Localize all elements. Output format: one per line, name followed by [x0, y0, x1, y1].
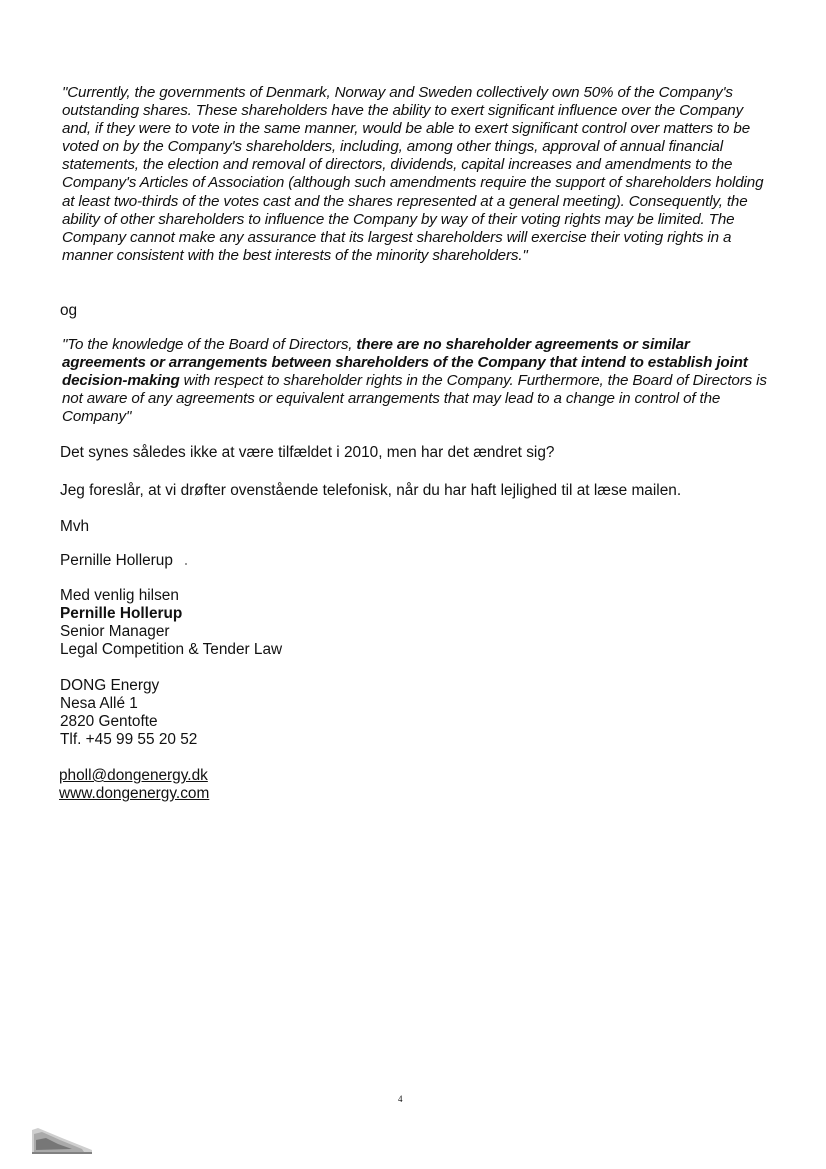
- address-block: [60, 677, 197, 749]
- signature-block: [60, 587, 282, 659]
- signature-greeting: Med venlig hilsen: [60, 587, 179, 604]
- scan-artifact-icon: [32, 1128, 94, 1154]
- paragraph-proposal: Jeg foreslår, at vi drøfter ovenstående telefonisk, når du har haft lejlighed til at læse mailen.: [60, 482, 682, 499]
- address-phone: Tlf. +45 99 55 20 52: [60, 731, 198, 748]
- sender-name: Pernille Hollerup: [60, 552, 173, 569]
- connector-og: og: [60, 302, 78, 319]
- address-city: 2820 Gentofte: [60, 713, 158, 730]
- quote-governments-ownership: "Currently, the governments of Denmark, Norway and Sweden collectively own 50% of the Company's outstanding shares. These shareholders have the ability to exert significant influence over the Company and, if they were to vote in the same manner, would be able to exert significant control over matters to be voted on by the Company's shareholders, including, among other things, approval of annual financial statements, the election and removal of directors, dividends, capital increases and amendments to the Company's Articles of Association (although such amendments require the support of shareholders holding at least two-thirds of the votes cast and the shares represented at a general meeting). Consequently, the ability of other shareholders to influence the Company by way of their voting rights may be limited. The Company cannot make any assurance that its largest shareholders will exercise their voting rights in a manner consistent with the best interests of the minority shareholders.": [62, 84, 764, 264]
- signature-name: Pernille Hollerup: [60, 605, 183, 622]
- page-number: 4: [398, 1094, 403, 1104]
- paragraph-question: Det synes således ikke at være tilfældet i 2010, men har det ændret sig?: [60, 444, 555, 461]
- address-street: Nesa Allé 1: [60, 695, 138, 712]
- website-link[interactable]: www.dongenergy.com: [59, 785, 210, 802]
- quote2-intro: "To the knowledge of the Board of Directors,: [62, 336, 357, 353]
- quote2-rest: with respect to shareholder rights in the Company. Furthermore, the Board of Directors is not aware of any agreements or equivalent arrangements that may lead to a change in control of the Company": [62, 372, 767, 426]
- closing-mvh: Mvh: [60, 518, 90, 535]
- quote2-bold-statement: there are no shareholder agreements or similar agreements or arrangements between shareholders of the Company that intend to establish joint decision-making: [62, 336, 748, 390]
- address-company: DONG Energy: [60, 677, 160, 694]
- scan-speck: [185, 563, 187, 565]
- quote-board-of-directors: [62, 336, 774, 426]
- email-link[interactable]: pholl@dongenergy.dk: [59, 767, 208, 784]
- contact-links: [59, 767, 209, 803]
- signature-department: Legal Competition & Tender Law: [60, 641, 283, 658]
- signature-title: Senior Manager: [60, 623, 170, 640]
